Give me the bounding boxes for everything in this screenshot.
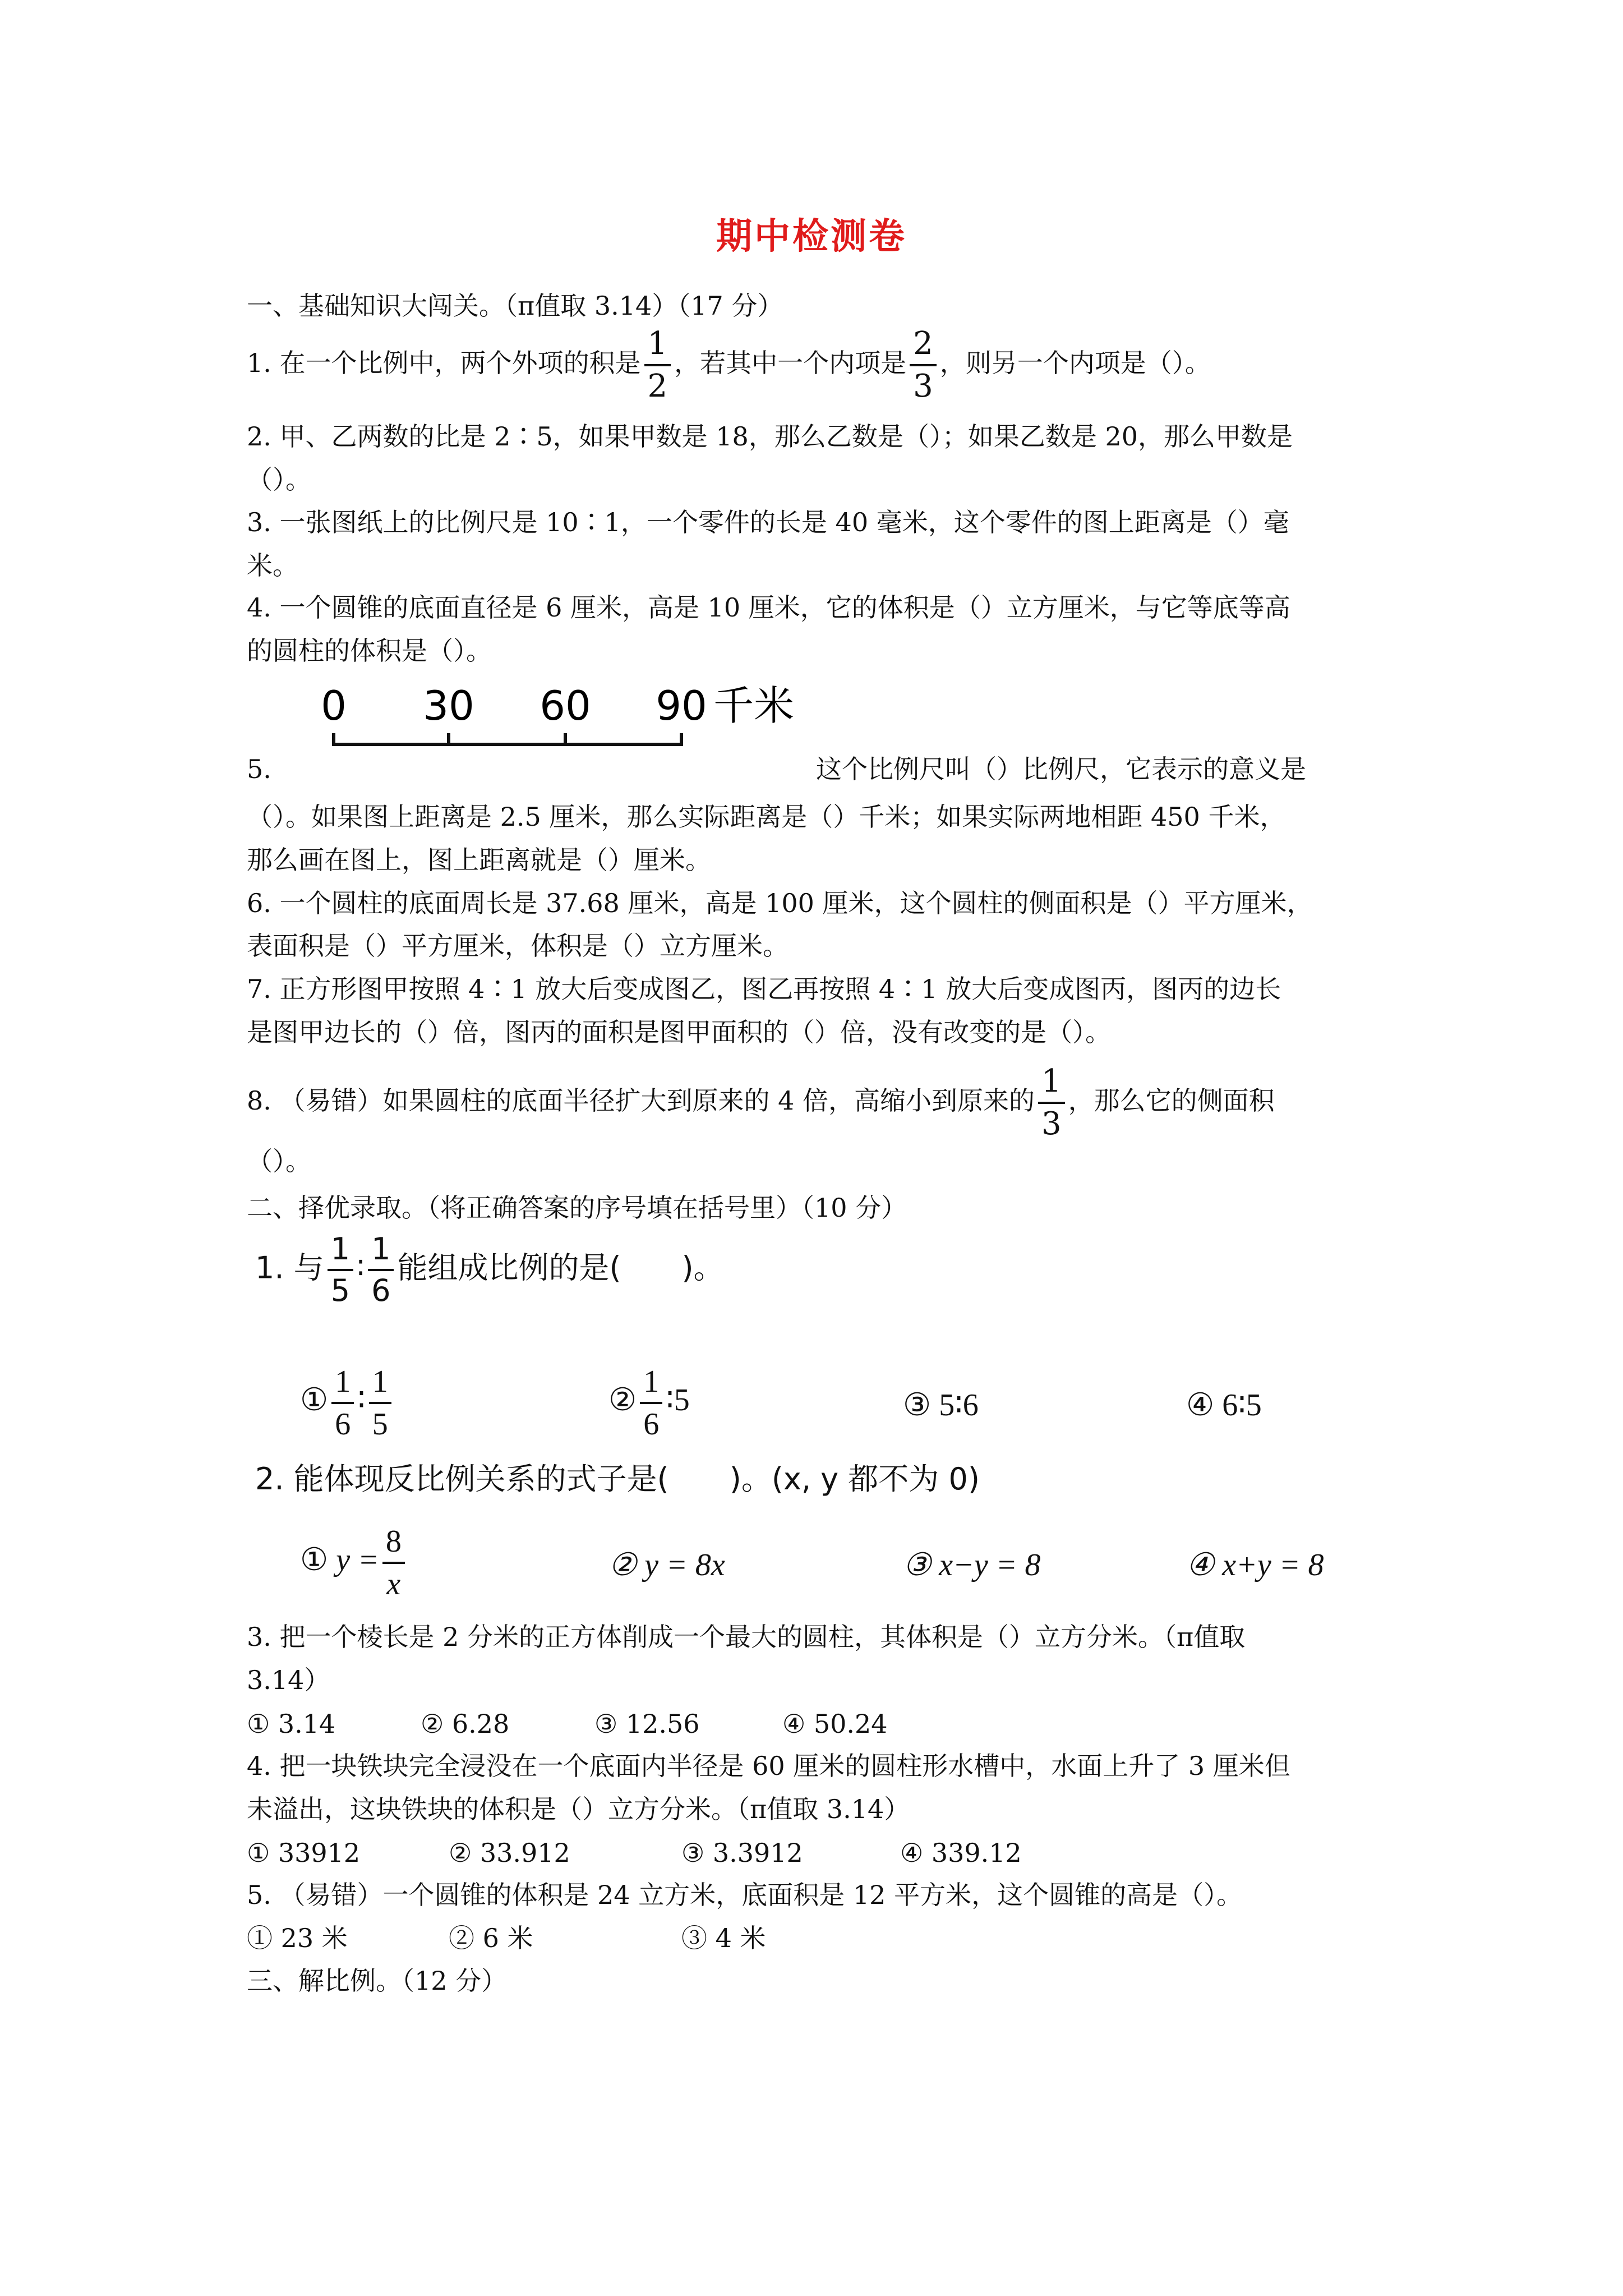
question-1-8-line-2: （）。 (247, 1146, 311, 1176)
question-1-6-line-2: 表面积是（）平方厘米，体积是（）立方厘米。 (247, 931, 789, 961)
option-2-2-1: ① y = $\frac{8}{x}$ (300, 1526, 408, 1600)
option-2-1-1: ① $\frac{1}{6}$ ∶ $\frac{1}{5}$ (300, 1366, 395, 1440)
question-1-3-line-2: 米。 (247, 550, 298, 581)
fraction-2-3: $\frac{2}{3}$ (910, 328, 937, 402)
question-2-1: 1. 与 $\frac{1}{5}$ ∶ $\frac{1}{6}$ 能组成比例的是( )。 (255, 1231, 724, 1308)
option-2-4-3: ③ 3.3912 (681, 1838, 803, 1868)
option-2-2-4: ④ x+y = 8 (1186, 1548, 1324, 1582)
scale-tick-label: 30 (423, 682, 474, 729)
option-2-1-3: ③ 5∶6 (903, 1388, 979, 1423)
option-2-3-2: ② 6.28 (421, 1709, 510, 1739)
question-1-4-line-1: 4. 一个圆锥的底面直径是 6 厘米，高是 10 厘米，它的体积是（）立方厘米，与它等底等高 (247, 592, 1290, 623)
fraction-1-3: $\frac{1}{3}$ (1038, 1066, 1065, 1140)
question-2-4-line-2: 未溢出，这块铁块的体积是（）立方分米。（π值取 3.14） (247, 1794, 910, 1824)
option-2-4-2: ② 33.912 (449, 1838, 570, 1868)
question-1-5-number: 5. (247, 754, 271, 784)
option-2-1-2: ② $\frac{1}{6}$ ∶5 (608, 1364, 690, 1442)
scale-tick-label: 90 (656, 682, 707, 729)
option-2-3-3: ③ 12.56 (594, 1709, 700, 1739)
question-1-2-line-2: （）。 (247, 464, 311, 495)
question-1-7-line-2: 是图甲边长的（）倍，图丙的面积是图甲面积的（）倍，没有改变的是（）。 (247, 1017, 1111, 1047)
section-2-heading: 二、择优录取。（将正确答案的序号填在括号里）（10 分） (247, 1193, 907, 1223)
question-1-4-line-2: 的圆柱的体积是（）。 (247, 636, 492, 666)
option-2-5-1: ① 23 米 (247, 1923, 348, 1953)
question-1-1: 1. 在一个比例中，两个外项的积是 $\frac{1}{2}$ ，若其中一个内项是 $\frac{2}{3}$ ，则另一个内项是（）。 (247, 325, 1211, 404)
option-2-5-3: ③ 4 米 (681, 1923, 766, 1953)
scale-bar (314, 682, 819, 760)
option-2-5-2: ② 6 米 (449, 1923, 533, 1953)
fraction-1-2: $\frac{1}{2}$ (644, 328, 671, 402)
question-2-3-line-2: 3.14） (247, 1665, 330, 1695)
option-2-4-4: ④ 339.12 (900, 1838, 1022, 1868)
fraction-1-6: $\frac{1}{6}$ (368, 1234, 394, 1306)
question-1-8-line-1: 8. （易错）如果圆柱的底面半径扩大到原来的 4 倍，高缩小到原来的 $\frac{1}{3}$ ，那么它的侧面积 (247, 1063, 1275, 1142)
question-1-3-line-1: 3. 一张图纸上的比例尺是 10∶1，一个零件的长是 40 毫米，这个零件的图上距离是（）毫 (247, 507, 1289, 537)
question-1-5-line-3: 那么画在图上，图上距离就是（）厘米。 (247, 845, 711, 875)
question-2-3-line-1: 3. 把一个棱长是 2 分米的正方体削成一个最大的圆柱，其体积是（）立方分米。（π值取 (247, 1622, 1246, 1652)
scale-tick-label: 0 (321, 682, 347, 729)
section-1-heading: 一、基础知识大闯关。（π值取 3.14）（17 分） (247, 291, 783, 321)
question-1-7-line-1: 7. 正方形图甲按照 4∶1 放大后变成图乙，图乙再按照 4∶1 放大后变成图丙，图丙的边长 (247, 974, 1281, 1004)
question-1-6-line-1: 6. 一个圆柱的底面周长是 37.68 厘米，高是 100 厘米，这个圆柱的侧面积是（）平方厘米， (247, 888, 1313, 918)
option-2-1-4: ④ 6∶5 (1186, 1388, 1262, 1423)
scale-unit-label: 千米 (713, 682, 795, 729)
section-3-heading: 三、解比例。（12 分） (247, 1966, 508, 1996)
question-2-2: 2. 能体现反比例关系的式子是( )。(x, y 都不为 0) (255, 1461, 980, 1497)
question-2-5: 5. （易错）一个圆锥的体积是 24 立方米，底面积是 12 平方米，这个圆锥的高是（）。 (247, 1880, 1243, 1910)
fraction-1-5: $\frac{1}{5}$ (328, 1234, 353, 1306)
question-2-4-line-1: 4. 把一块铁块完全浸没在一个底面内半径是 60 厘米的圆柱形水槽中，水面上升了 3 厘米但 (247, 1751, 1290, 1781)
question-1-5-line-1: 这个比例尺叫（）比例尺，它表示的意义是 (816, 754, 1306, 784)
scale-tick-label: 60 (540, 682, 591, 729)
option-2-3-1: ① 3.14 (247, 1709, 336, 1739)
page-title: 期中检测卷 (716, 215, 907, 257)
option-2-4-1: ① 33912 (247, 1838, 361, 1868)
question-1-2-line-1: 2. 甲、乙两数的比是 2∶5，如果甲数是 18，那么乙数是（）；如果乙数是 20，那么甲数是 (247, 421, 1293, 452)
option-2-3-4: ④ 50.24 (782, 1709, 888, 1739)
option-2-2-2: ② y = 8x (608, 1548, 725, 1582)
question-1-5-line-2: （）。如果图上距离是 2.5 厘米，那么实际距离是（）千米；如果实际两地相距 450 千米， (247, 802, 1286, 832)
option-2-2-3: ③ x−y = 8 (903, 1548, 1041, 1582)
